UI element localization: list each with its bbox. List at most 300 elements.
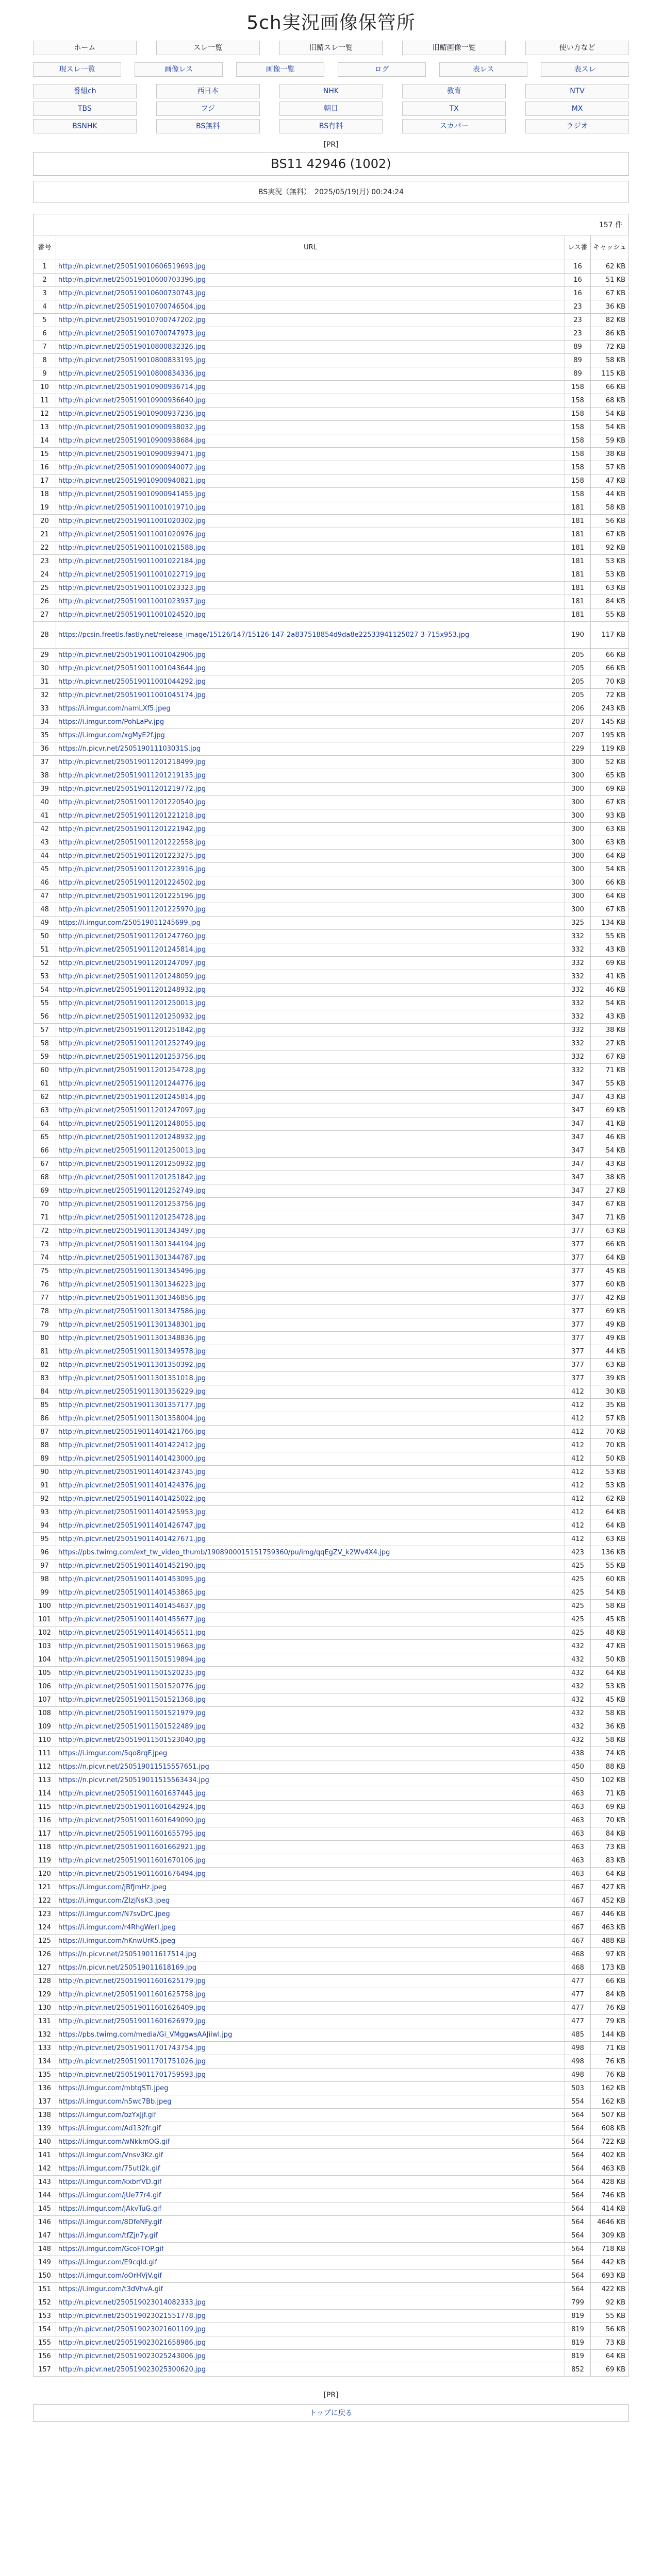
image-url-link[interactable]: https://i.imgur.com/namLXf5.jpeg	[58, 705, 171, 713]
row-res-number: 463	[565, 1854, 591, 1868]
row-number: 78	[34, 1305, 56, 1318]
image-url-link[interactable]: http://n.picvr.net/250519011201223916.jpg	[58, 866, 206, 873]
row-url-cell	[56, 1868, 565, 1881]
image-url-link[interactable]: http://n.picvr.net/250519011001020302.jpg	[58, 517, 206, 525]
row-url-cell	[56, 1479, 565, 1493]
row-url-cell	[56, 1318, 565, 1332]
nav-button[interactable]: 画像一覧	[236, 62, 324, 77]
row-res-number: 300	[565, 756, 591, 769]
table-row	[34, 1292, 629, 1305]
row-url-cell	[56, 568, 565, 582]
table-header-row	[34, 235, 629, 260]
image-url-link[interactable]: http://n.picvr.net/250519011301346223.jpg	[58, 1281, 206, 1289]
image-url-link[interactable]: https://i.imgur.com/hKnwUrK5.jpeg	[58, 1937, 176, 1945]
row-number: 22	[34, 541, 56, 555]
image-url-link[interactable]: https://i.imgur.com/PohLaPv.jpg	[58, 718, 164, 726]
image-url-link[interactable]: http://n.picvr.net/250519011301348301.jpg	[58, 1321, 206, 1329]
image-url-link[interactable]: https://n.picvr.net/250519011617514.jpg	[58, 1951, 196, 1958]
image-url-link[interactable]: http://n.picvr.net/250519011201219772.jpg	[58, 785, 206, 793]
image-url-link[interactable]: http://n.picvr.net/250519011201250013.jpg	[58, 1147, 206, 1155]
nav-button[interactable]: 画像レス	[135, 62, 223, 77]
image-url-link[interactable]: http://n.picvr.net/250519011201248059.jpg	[58, 973, 206, 980]
image-url-link[interactable]: https://pbs.twimg.com/media/Gi_VMggwsAAJiiwl.jpg	[58, 2031, 233, 2039]
image-url-link[interactable]: http://n.picvr.net/250519011201220540.jpg	[58, 799, 206, 806]
row-res-number: 377	[565, 1278, 591, 1292]
table-row	[34, 1693, 629, 1707]
image-url-link[interactable]: http://n.picvr.net/250519011601642924.jpg	[58, 1803, 206, 1811]
image-url-link[interactable]: https://i.imgur.com/N7svDrC.jpeg	[58, 1910, 170, 1918]
image-url-link[interactable]: http://n.picvr.net/250519011301346856.jpg	[58, 1294, 206, 1302]
image-url-link[interactable]: http://n.picvr.net/250519011601625758.jpg	[58, 1991, 206, 1998]
row-res-number: 181	[565, 555, 591, 568]
row-number: 102	[34, 1626, 56, 1640]
row-cache-size: 47 KB	[591, 474, 629, 488]
image-url-link[interactable]: http://n.picvr.net/250519011201254728.jpg	[58, 1066, 206, 1074]
row-url-cell	[56, 876, 565, 890]
image-url-link[interactable]: http://n.picvr.net/250519011201224502.jpg	[58, 879, 206, 887]
image-url-link[interactable]: http://n.picvr.net/250519011601670106.jpg	[58, 1857, 206, 1865]
image-url-link[interactable]: https://i.imgur.com/xgMyE2f.jpg	[58, 732, 165, 739]
image-url-link[interactable]: http://n.picvr.net/250519011601625179.jpg	[58, 1977, 206, 1985]
table-row	[34, 796, 629, 809]
image-url-link[interactable]: http://n.picvr.net/250519011501521979.jpg	[58, 1709, 206, 1717]
row-res-number: 332	[565, 1064, 591, 1077]
row-number: 123	[34, 1908, 56, 1921]
image-url-link[interactable]: http://n.picvr.net/250519011001042906.jpg	[58, 651, 206, 659]
image-url-link[interactable]: http://n.picvr.net/250519010800832326.jpg	[58, 343, 206, 351]
image-url-link[interactable]: http://n.picvr.net/250519011001023937.jpg	[58, 598, 206, 605]
row-url-cell	[56, 2028, 565, 2042]
row-url-cell	[56, 408, 565, 421]
image-url-link[interactable]: http://n.picvr.net/250519010900940072.jpg	[58, 464, 206, 471]
image-url-link[interactable]: http://n.picvr.net/250519011401455677.jpg	[58, 1616, 206, 1623]
image-url-link[interactable]: https://i.imgur.com/ZlzjNsK3.jpeg	[58, 1897, 170, 1905]
image-url-link[interactable]: http://n.picvr.net/250519011301347586.jpg	[58, 1308, 206, 1315]
row-cache-size: 93 KB	[591, 809, 629, 823]
nav-button[interactable]: NHK	[279, 84, 383, 98]
row-number: 30	[34, 662, 56, 675]
row-number: 76	[34, 1278, 56, 1292]
row-cache-size: 60 KB	[591, 1278, 629, 1292]
row-number: 62	[34, 1091, 56, 1104]
nav-button[interactable]: ログ	[338, 62, 426, 77]
row-res-number: 207	[565, 716, 591, 729]
table-row	[34, 1640, 629, 1653]
image-url-link[interactable]: http://n.picvr.net/250519011301344787.jpg	[58, 1254, 206, 1262]
image-url-link[interactable]: https://i.imgur.com/bzYxJjf.gif	[58, 2111, 156, 2119]
row-cache-size: 134 KB	[591, 917, 629, 930]
row-res-number: 819	[565, 2310, 591, 2323]
image-url-link[interactable]: http://n.picvr.net/250519010900936640.jpg	[58, 397, 206, 404]
image-url-link[interactable]: http://n.picvr.net/250519010600730743.jpg	[58, 290, 206, 297]
image-url-link[interactable]: http://n.picvr.net/250519023025300620.jpg	[58, 2366, 206, 2374]
row-cache-size: 54 KB	[591, 408, 629, 421]
image-url-link[interactable]: http://n.picvr.net/250519011301345496.jpg	[58, 1267, 206, 1275]
image-url-link[interactable]: http://n.picvr.net/250519011201251842.jpg	[58, 1026, 206, 1034]
image-url-link[interactable]: http://n.picvr.net/250519011301343497.jpg	[58, 1227, 206, 1235]
row-res-number: 300	[565, 783, 591, 796]
row-cache-size: 66 KB	[591, 662, 629, 675]
row-number: 128	[34, 1975, 56, 1988]
image-url-link[interactable]: http://n.picvr.net/250519011601626409.jpg	[58, 2004, 206, 2012]
image-url-link[interactable]: http://n.picvr.net/250519011201248932.jpg	[58, 986, 206, 994]
row-number: 132	[34, 2028, 56, 2042]
image-url-link[interactable]: http://n.picvr.net/250519011201245814.jpg	[58, 946, 206, 954]
row-number: 86	[34, 1412, 56, 1426]
image-url-link[interactable]: http://n.picvr.net/250519011001022719.jpg	[58, 571, 206, 579]
nav-button[interactable]: 西日本	[156, 84, 260, 98]
image-url-link[interactable]: http://n.picvr.net/250519011201248932.jpg	[58, 1133, 206, 1141]
row-number: 156	[34, 2350, 56, 2363]
image-url-link[interactable]: https://pbs.twimg.com/ext_tw_video_thumb/1908900015151759360/pu/img/qqEgZV_k2Wv4X4.jpg	[58, 1549, 390, 1556]
image-url-link[interactable]: https://i.imgur.com/E9cqld.gif	[58, 2259, 157, 2266]
nav-button[interactable]: 現スレ一覧	[33, 62, 121, 77]
row-cache-size: 608 KB	[591, 2122, 629, 2136]
nav-button[interactable]: フジ	[156, 101, 260, 116]
row-cache-size: 73 KB	[591, 1841, 629, 1854]
row-cache-size: 55 KB	[591, 608, 629, 622]
table-row	[34, 930, 629, 943]
row-cache-size: 53 KB	[591, 568, 629, 582]
row-number: 58	[34, 1037, 56, 1050]
row-number: 21	[34, 528, 56, 541]
image-url-link[interactable]: http://n.picvr.net/250519011201225970.jpg	[58, 906, 206, 913]
row-res-number: 564	[565, 2202, 591, 2216]
image-url-link[interactable]: http://n.picvr.net/250519011001024520.jpg	[58, 611, 206, 619]
image-url-link[interactable]: http://n.picvr.net/250519011201219135.jpg	[58, 772, 206, 779]
image-url-link[interactable]: http://n.picvr.net/250519011201225196.jpg	[58, 892, 206, 900]
image-url-link[interactable]: http://n.picvr.net/250519011501520776.jpg	[58, 1683, 206, 1690]
row-number: 27	[34, 608, 56, 622]
row-cache-size: 69 KB	[591, 1305, 629, 1318]
row-url-cell	[56, 1506, 565, 1519]
row-number: 72	[34, 1225, 56, 1238]
image-url-link[interactable]: http://n.picvr.net/250519011501519663.jpg	[58, 1642, 206, 1650]
image-url-link[interactable]: http://n.picvr.net/250519011201251842.jpg	[58, 1174, 206, 1181]
image-url-link[interactable]: http://n.picvr.net/250519011501519894.jpg	[58, 1656, 206, 1664]
header-no: 番号	[34, 235, 56, 260]
table-row	[34, 2149, 629, 2162]
image-url-link[interactable]: https://i.imgur.com/jBfJmHz.jpeg	[58, 1884, 167, 1891]
thread-meta: BS実況（無料） 2025/05/19(月) 00:24:24	[33, 181, 629, 202]
nav-button[interactable]: 表レス	[439, 62, 527, 77]
image-url-link[interactable]: http://n.picvr.net/250519011401453865.jpg	[58, 1589, 206, 1597]
table-row	[34, 1961, 629, 1975]
image-url-link[interactable]: http://n.picvr.net/250519011301351018.jpg	[58, 1375, 206, 1382]
image-url-link[interactable]: http://n.picvr.net/250519010900941455.jpg	[58, 490, 206, 498]
table-row	[34, 1988, 629, 2002]
nav-button[interactable]: 旧鯖画像一覧	[402, 41, 506, 55]
image-url-link[interactable]: http://n.picvr.net/250519011001020976.jpg	[58, 531, 206, 538]
image-url-link[interactable]: http://n.picvr.net/250519011601676494.jpg	[58, 1870, 206, 1878]
row-res-number: 205	[565, 675, 591, 689]
image-url-link[interactable]: http://n.picvr.net/250519011301356229.jpg	[58, 1388, 206, 1396]
image-url-link[interactable]: http://n.picvr.net/250519023021601109.jpg	[58, 2326, 206, 2333]
image-url-link[interactable]: http://n.picvr.net/250519011401421766.jpg	[58, 1428, 206, 1436]
image-url-link[interactable]: https://i.imgur.com/GcoFTOP.gif	[58, 2245, 164, 2253]
nav-button[interactable]: ラジオ	[525, 119, 629, 133]
table-row	[34, 1158, 629, 1171]
site-title[interactable]: 5ch実況画像保管所	[246, 12, 416, 33]
image-url-link[interactable]: https://i.imgur.com/tfZjn7y.gif	[58, 2232, 158, 2240]
nav-button[interactable]: TBS	[33, 101, 137, 116]
row-res-number: 377	[565, 1318, 591, 1332]
nav-button[interactable]: スレ一覧	[156, 41, 260, 55]
image-url-link[interactable]: http://n.picvr.net/250519011601662921.jpg	[58, 1843, 206, 1851]
image-url-link[interactable]: http://n.picvr.net/250519010700746504.jpg	[58, 303, 206, 311]
image-url-link[interactable]: http://n.picvr.net/250519011201218499.jpg	[58, 758, 206, 766]
row-number: 82	[34, 1359, 56, 1372]
image-url-link[interactable]: https://i.imgur.com/n5wc7Bb.jpeg	[58, 2098, 172, 2106]
nav-button[interactable]: 旧鯖スレ一覧	[279, 41, 383, 55]
image-url-link[interactable]: http://n.picvr.net/250519011001019710.jpg	[58, 504, 206, 512]
image-url-link[interactable]: https://n.picvr.net/250519011618169.jpg	[58, 1964, 196, 1972]
image-url-link[interactable]: http://n.picvr.net/250519011601626979.jpg	[58, 2018, 206, 2025]
image-url-link[interactable]: http://n.picvr.net/250519011401422412.jpg	[58, 1442, 206, 1449]
row-url-cell	[56, 1211, 565, 1225]
table-row	[34, 2082, 629, 2095]
row-cache-size: 43 KB	[591, 1091, 629, 1104]
back-to-top-link[interactable]: トップに戻る	[33, 2404, 629, 2422]
nav-button[interactable]: 朝日	[279, 101, 383, 116]
image-url-link[interactable]: http://n.picvr.net/250519011601637445.jpg	[58, 1790, 206, 1798]
image-url-link[interactable]: https://i.imgur.com/Ad132fr.gif	[58, 2125, 161, 2132]
nav-button[interactable]: BS有料	[279, 119, 383, 133]
image-url-link[interactable]: https://n.picvr.net/250519011103031S.jpg	[58, 745, 201, 753]
image-url-link[interactable]: http://n.picvr.net/250519010900940821.jpg	[58, 477, 206, 485]
image-url-link[interactable]: http://n.picvr.net/250519011301358004.jpg	[58, 1415, 206, 1422]
row-url-cell	[56, 501, 565, 515]
row-url-cell	[56, 1760, 565, 1774]
row-number: 85	[34, 1399, 56, 1412]
image-url-link[interactable]: http://n.picvr.net/250519010800834336.jpg	[58, 370, 206, 378]
image-url-link[interactable]: https://n.picvr.net/250519011515557651.jpg	[58, 1763, 209, 1771]
table-row	[34, 649, 629, 662]
image-url-link[interactable]: http://n.picvr.net/250519011201252749.jpg	[58, 1187, 206, 1195]
row-url-cell	[56, 1600, 565, 1613]
image-url-link[interactable]: http://n.picvr.net/250519010606519693.jpg	[58, 263, 206, 270]
image-url-link[interactable]: http://n.picvr.net/250519010700747973.jpg	[58, 330, 206, 337]
image-url-link[interactable]: http://n.picvr.net/250519011701743754.jpg	[58, 2044, 206, 2052]
image-url-link[interactable]: http://n.picvr.net/250519011401425022.jpg	[58, 1495, 206, 1503]
image-url-link[interactable]: http://n.picvr.net/250519011601649090.jpg	[58, 1817, 206, 1824]
row-res-number: 412	[565, 1399, 591, 1412]
row-url-cell	[56, 327, 565, 341]
row-cache-size: 115 KB	[591, 367, 629, 381]
row-url-cell	[56, 1774, 565, 1787]
image-url-link[interactable]: http://n.picvr.net/250519011501523040.jpg	[58, 1736, 206, 1744]
table-row	[34, 809, 629, 823]
image-url-link[interactable]: http://n.picvr.net/250519011501521368.jpg	[58, 1696, 206, 1704]
row-res-number: 158	[565, 488, 591, 501]
image-url-link[interactable]: http://n.picvr.net/250519011201245814.jpg	[58, 1093, 206, 1101]
row-url-cell	[56, 1278, 565, 1292]
table-row	[34, 541, 629, 555]
image-url-link[interactable]: http://n.picvr.net/250519011001021588.jpg	[58, 544, 206, 552]
row-cache-size: 27 KB	[591, 1184, 629, 1198]
image-url-link[interactable]: http://n.picvr.net/250519011401423745.jpg	[58, 1468, 206, 1476]
image-url-link[interactable]: http://n.picvr.net/250519010900938032.jpg	[58, 423, 206, 431]
image-url-link[interactable]: http://n.picvr.net/250519011501522489.jpg	[58, 1723, 206, 1731]
row-res-number: 332	[565, 1010, 591, 1024]
image-url-link[interactable]: http://n.picvr.net/250519011301344194.jpg	[58, 1241, 206, 1248]
image-url-link[interactable]: https://i.imgur.com/250519011245699.jpg	[58, 919, 201, 927]
nav-button[interactable]: BSNHK	[33, 119, 137, 133]
row-cache-size: 92 KB	[591, 2296, 629, 2310]
image-url-link[interactable]: http://n.picvr.net/250519011601655795.jpg	[58, 1830, 206, 1838]
nav-button[interactable]: BS無料	[156, 119, 260, 133]
image-url-link[interactable]: https://i.imgur.com/8DfeNFy.gif	[58, 2218, 162, 2226]
image-url-link[interactable]: http://n.picvr.net/250519023014082333.jpg	[58, 2299, 206, 2307]
image-url-link[interactable]: http://n.picvr.net/250519011201253756.jpg	[58, 1053, 206, 1061]
row-res-number: 468	[565, 1948, 591, 1961]
image-url-link[interactable]: http://n.picvr.net/250519011201247097.jpg	[58, 959, 206, 967]
image-url-link[interactable]: http://n.picvr.net/250519011301349578.jpg	[58, 1348, 206, 1355]
nav-button[interactable]: スカパー	[402, 119, 506, 133]
image-url-link[interactable]: http://n.picvr.net/250519011401424376.jpg	[58, 1482, 206, 1489]
row-number: 92	[34, 1493, 56, 1506]
table-row	[34, 461, 629, 474]
row-res-number: 347	[565, 1131, 591, 1144]
row-res-number: 347	[565, 1198, 591, 1211]
image-url-link[interactable]: http://n.picvr.net/250519011201247097.jpg	[58, 1107, 206, 1114]
image-url-link[interactable]: https://i.imgur.com/jAkvTuG.gif	[58, 2205, 162, 2213]
row-cache-size: 67 KB	[591, 287, 629, 300]
row-cache-size: 27 KB	[591, 1037, 629, 1050]
image-url-link[interactable]: http://n.picvr.net/250519011401453095.jpg	[58, 1575, 206, 1583]
nav-button[interactable]: ホーム	[33, 41, 137, 55]
nav-button[interactable]: 教育	[402, 84, 506, 98]
image-table	[33, 235, 629, 2377]
image-url-link[interactable]: http://n.picvr.net/250519011201252749.jpg	[58, 1040, 206, 1047]
image-url-link[interactable]: http://n.picvr.net/250519011201250932.jpg	[58, 1013, 206, 1021]
image-url-link[interactable]: http://n.picvr.net/250519011401425953.jpg	[58, 1509, 206, 1516]
image-url-link[interactable]: https://n.picvr.net/250519011515563434.jpg	[58, 1776, 209, 1784]
image-url-link[interactable]: https://i.imgur.com/5qo8rqF.jpeg	[58, 1750, 168, 1757]
image-url-link[interactable]: http://n.picvr.net/250519010600703396.jpg	[58, 276, 206, 284]
image-url-link[interactable]: http://n.picvr.net/250519011001044292.jpg	[58, 678, 206, 686]
image-url-link[interactable]: http://n.picvr.net/250519010800833195.jpg	[58, 357, 206, 364]
table-row	[34, 260, 629, 274]
nav-button[interactable]: 番組ch	[33, 84, 137, 98]
table-row	[34, 1117, 629, 1131]
row-cache-size: 64 KB	[591, 850, 629, 863]
row-url-cell	[56, 2189, 565, 2202]
image-url-link[interactable]: http://n.picvr.net/250519011201222558.jpg	[58, 839, 206, 846]
table-row	[34, 1667, 629, 1680]
image-url-link[interactable]: http://n.picvr.net/250519011001023323.jpg	[58, 584, 206, 592]
row-res-number: 229	[565, 742, 591, 756]
image-url-link[interactable]: http://n.picvr.net/250519011401427671.jpg	[58, 1535, 206, 1543]
image-url-link[interactable]: https://i.imgur.com/wNkkmOG.gif	[58, 2138, 170, 2146]
image-url-link[interactable]: http://n.picvr.net/250519011001045174.jpg	[58, 691, 206, 699]
row-cache-size: 693 KB	[591, 2269, 629, 2283]
image-url-link[interactable]: http://n.picvr.net/250519011301350392.jpg	[58, 1361, 206, 1369]
row-number: 49	[34, 917, 56, 930]
image-url-link[interactable]: https://i.imgur.com/oOrHVjV.gif	[58, 2272, 162, 2280]
nav-button[interactable]: 使い方など	[525, 41, 629, 55]
table-row	[34, 2095, 629, 2109]
image-url-link[interactable]: http://n.picvr.net/250519011201248055.jpg	[58, 1120, 206, 1128]
row-res-number: 16	[565, 274, 591, 287]
image-url-link[interactable]: https://i.imgur.com/75utl2k.gif	[58, 2165, 160, 2173]
row-number: 35	[34, 729, 56, 742]
image-url-link[interactable]: http://n.picvr.net/250519023025243006.jpg	[58, 2352, 206, 2360]
image-url-link[interactable]: http://n.picvr.net/250519023021658986.jpg	[58, 2339, 206, 2347]
image-url-link[interactable]: https://i.imgur.com/kxbrfVD.gif	[58, 2178, 162, 2186]
image-url-link[interactable]: http://n.picvr.net/250519010900939471.jpg	[58, 450, 206, 458]
nav-button[interactable]: 表スレ	[541, 62, 629, 77]
row-res-number: 467	[565, 1921, 591, 1935]
row-res-number: 564	[565, 2269, 591, 2283]
image-url-link[interactable]: http://n.picvr.net/250519011401426747.jpg	[58, 1522, 206, 1530]
image-url-link[interactable]: http://n.picvr.net/250519010900936714.jpg	[58, 383, 206, 391]
row-number: 2	[34, 274, 56, 287]
table-row	[34, 997, 629, 1010]
image-url-link[interactable]: http://n.picvr.net/250519011201223275.jpg	[58, 852, 206, 860]
image-url-link[interactable]: http://n.picvr.net/250519011201253756.jpg	[58, 1200, 206, 1208]
image-url-link[interactable]: http://n.picvr.net/250519011701751026.jpg	[58, 2058, 206, 2065]
image-url-link[interactable]: http://n.picvr.net/250519011001022184.jpg	[58, 557, 206, 565]
image-url-link[interactable]: http://n.picvr.net/250519011201254728.jpg	[58, 1214, 206, 1222]
image-url-link[interactable]: http://n.picvr.net/250519011201221218.jpg	[58, 812, 206, 820]
image-url-link[interactable]: http://n.picvr.net/250519011301357177.jpg	[58, 1401, 206, 1409]
image-url-link[interactable]: http://n.picvr.net/250519023021551778.jpg	[58, 2312, 206, 2320]
image-url-link[interactable]: http://n.picvr.net/250519011001043644.jpg	[58, 665, 206, 672]
row-url-cell	[56, 1158, 565, 1171]
image-url-link[interactable]: http://n.picvr.net/250519011501520235.jpg	[58, 1669, 206, 1677]
table-row	[34, 2015, 629, 2028]
nav-button[interactable]: MX	[525, 101, 629, 116]
row-number: 104	[34, 1653, 56, 1667]
table-row	[34, 622, 629, 649]
image-url-link[interactable]: http://n.picvr.net/250519011201250013.jpg	[58, 999, 206, 1007]
image-url-link[interactable]: http://n.picvr.net/250519010900937236.jpg	[58, 410, 206, 418]
row-number: 130	[34, 2002, 56, 2015]
image-url-link[interactable]: http://n.picvr.net/250519011701759593.jpg	[58, 2071, 206, 2079]
nav-button[interactable]: NTV	[525, 84, 629, 98]
row-res-number: 432	[565, 1707, 591, 1720]
image-url-link[interactable]: http://n.picvr.net/250519011201221942.jpg	[58, 825, 206, 833]
image-url-link[interactable]: https://i.imgur.com/Vnsv3Kz.gif	[58, 2151, 163, 2159]
image-url-link[interactable]: https://i.imgur.com/jUe77r4.gif	[58, 2192, 161, 2199]
row-res-number: 181	[565, 595, 591, 608]
image-url-link[interactable]: http://n.picvr.net/250519011301348836.jpg	[58, 1334, 206, 1342]
row-url-cell	[56, 1626, 565, 1640]
image-url-link[interactable]: https://i.imgur.com/r4RhgWerl.jpeg	[58, 1924, 176, 1931]
row-cache-size: 71 KB	[591, 2042, 629, 2055]
nav-button[interactable]: TX	[402, 101, 506, 116]
table-row	[34, 2216, 629, 2229]
nav-row-channels-2	[33, 101, 629, 116]
row-url-cell	[56, 1747, 565, 1760]
row-number: 113	[34, 1774, 56, 1787]
image-url-link[interactable]: https://i.imgur.com/t3dVhvA.gif	[58, 2285, 163, 2293]
image-url-link[interactable]: http://n.picvr.net/250519011201244776.jpg	[58, 1080, 206, 1088]
image-url-link[interactable]: http://n.picvr.net/250519011201250932.jpg	[58, 1160, 206, 1168]
image-url-link[interactable]: https://i.imgur.com/mbtqSTi.jpeg	[58, 2084, 169, 2092]
image-url-link[interactable]: http://n.picvr.net/250519011201247760.jpg	[58, 933, 206, 940]
image-url-link[interactable]: http://n.picvr.net/250519010900938684.jpg	[58, 437, 206, 445]
row-res-number: 477	[565, 1975, 591, 1988]
image-url-link[interactable]: https://pcsin.freetls.fastly.net/release_image/15126/147/15126-147-2a837518854d9da8e22533941125027 3-715x953.jpg	[58, 631, 470, 639]
row-number: 10	[34, 381, 56, 394]
image-url-link[interactable]: http://n.picvr.net/250519011401454637.jpg	[58, 1602, 206, 1610]
image-url-link[interactable]: http://n.picvr.net/250519011401452190.jpg	[58, 1562, 206, 1570]
image-url-link[interactable]: http://n.picvr.net/250519010700747202.jpg	[58, 316, 206, 324]
image-url-link[interactable]: http://n.picvr.net/250519011401423000.jpg	[58, 1455, 206, 1463]
image-url-link[interactable]: http://n.picvr.net/250519011401456511.jpg	[58, 1629, 206, 1637]
